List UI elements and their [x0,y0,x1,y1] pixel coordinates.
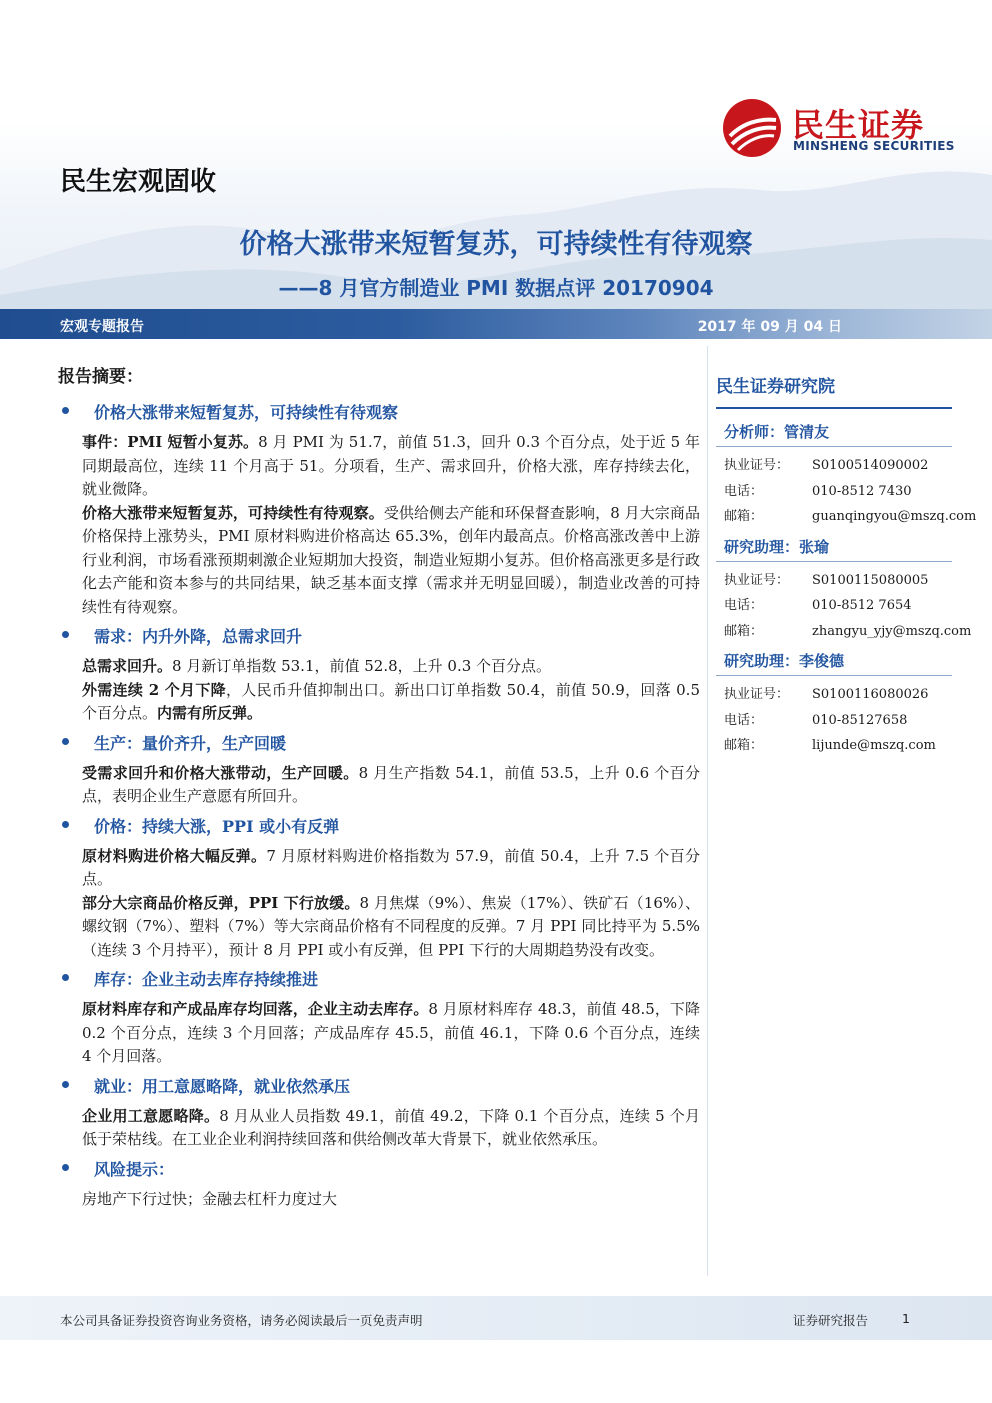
paragraph [82,502,700,620]
footer-doc-type: 证券研究报告 [793,1313,869,1328]
analyst-name: 研究助理：张瑜 [716,534,952,562]
paragraph-body: ，人民币升值抑制出口。新出口订单指数 50.4，前值 50.9，回落 0.5 个百分点。 [82,680,700,722]
paragraph-tail: 内需有所反弹。 [157,704,263,722]
paragraph-lead: 原材料库存和产成品库存均回落，企业主动去库存。 [82,1000,429,1018]
column-divider [707,346,708,1276]
cert-row: 执业证号： S0100115080005 [724,572,929,588]
section-heading [58,401,700,425]
bullet-icon [62,974,69,981]
section-heading [58,625,700,649]
paragraph [82,762,700,809]
phone-row: 电话： 010-8512 7430 [724,483,912,499]
paragraph-lead: 部分大宗商品价格反弹，PPI 下行放缓。 [82,893,360,912]
bullet-icon [62,631,69,638]
analyst-name: 分析师：管清友 [716,419,952,447]
bullet-icon [62,407,69,414]
page-footer [0,1296,992,1340]
paragraph-body: 8 月生产指数 54.1，前值 53.5，上升 0.6 个百分点，表明企业生产意愿有所回升。 [82,763,700,805]
institute-name: 民生证券研究院 [716,372,952,409]
phone-row: 电话： 010-85127658 [724,712,908,728]
section-title: 库存：企业主动去库存持续推进 [94,970,319,989]
logo-text-en: MINSHENG SECURITIES [793,139,955,153]
paragraph [82,1105,700,1152]
section-title: 价格大涨带来短暂复苏，可持续性有待观察 [94,403,399,422]
paragraph [82,998,700,1069]
section-title: 风险提示： [94,1159,175,1179]
minsheng-logo-icon [722,98,782,158]
phone-row: 电话： 010-8512 7654 [724,598,912,613]
paragraph-body: 8 月原材料库存 48.3，前值 48.5，下降 0.2 个百分点，连续 3 个月回落；产成品库存 45.5，前值 46.1，下降 0.6 个百分点，连续 4 个月回落。 [82,1000,700,1065]
section-heading [58,1158,700,1182]
logo-text-cn: 民生证券 [792,106,925,144]
abstract-column [58,362,700,1211]
section-heading [58,968,700,992]
paragraph [82,431,700,502]
analyst-card [716,419,977,530]
paragraph [82,655,700,679]
bullet-icon [62,1081,69,1088]
paragraph-body: 7 月原材料购进价格指数为 57.9，前值 50.4，上升 7.5 个百分点。 [82,846,700,888]
paragraph [82,679,700,726]
email-row: 邮箱： lijunde@mszq.com [716,733,952,759]
page-number: 1 [902,1311,910,1326]
analyst-name: 研究助理：李俊德 [716,648,952,676]
paragraph-body: 8 月焦煤（9%）、焦炭（17%）、铁矿石（16%）、螺纹钢（7%）、塑料（7%）等大宗商品价格有不同程度的反弹。7 月 PPI 同比持平为 5.5%（连续 3 个月持平），预计 8 月 PPI 或小有反弹，但 PPI 下行的大周期趋势没有改变。 [82,893,700,959]
section-heading [58,815,700,839]
paragraph [82,1188,700,1212]
paragraph-lead: 企业用工意愿略降。 [82,1106,220,1125]
section-title: 就业：用工意愿略降，就业依然承压 [94,1076,351,1096]
paragraph-lead: 价格大涨带来短暂复苏，可持续性有待观察。 [82,503,384,522]
paragraph-body: 8 月新订单指数 53.1，前值 52.8，上升 0.3 个百分点。 [172,657,552,675]
report-meta-bar [0,309,992,339]
bullet-icon [62,738,69,745]
report-date: 2017 年 09 月 04 日 [697,319,842,335]
paragraph-lead: 原材料购进价格大幅反弹。 [82,846,267,865]
section-title: 需求：内升外降，总需求回升 [94,627,303,646]
section-title: 生产：量价齐升，生产回暖 [94,733,287,753]
email-row: 邮箱： zhangyu_yjy@mszq.com [716,619,952,645]
report-header [0,0,992,336]
paragraph-body: 受供给侧去产能和环保督查影响，8 月大宗商品价格保持上涨势头，PMI 原材料购进价格高达 65.3%，创年内最高点。价格高涨改善中上游行业利润，市场看涨预期刺激企业短期加大投资，制造业短期小复苏。但价格高涨更多是行政化去产能和资本参与的共同结果，缺乏基本面支撑（需求并无明显回暖），制造业改善的可持续性有待观察。 [82,503,700,616]
analyst-card [716,534,972,645]
cert-row: 执业证号： S0100514090002 [724,458,929,473]
abstract-label: 报告摘要： [58,367,143,387]
analyst-card [716,648,952,759]
report-title: 价格大涨带来短暂复苏，可持续性有待观察 [239,229,753,260]
analyst-sidebar [716,372,977,763]
paragraph-body: 8 月从业人员指数 49.1，前值 49.2，下降 0.1 个百分点，连续 5 个月低于荣枯线。在工业企业利润持续回落和供给侧改革大背景下，就业依然承压。 [82,1106,700,1148]
paragraph [82,892,700,963]
email-row: 邮箱： guanqingyou@mszq.com [716,504,952,530]
brand-title: 民生宏观固收 [60,167,217,197]
section-heading [58,1075,700,1099]
report-type: 宏观专题报告 [60,319,144,335]
paragraph-lead: 总需求回升。 [82,657,173,675]
report-subtitle: ——8 月官方制造业 PMI 数据点评 20170904 [278,276,714,300]
cert-row: 执业证号： S0100116080026 [724,687,929,702]
paragraph-body: 8 月 PMI 为 51.7，前值 51.3，回升 0.3 个百分点，处于近 5 年同期最高位，连续 11 个月高于 51。分项看，生产、需求回升，价格大涨，库存持续去化，就业微降。 [82,433,701,498]
section-heading [58,732,700,756]
email-link[interactable]: zhangyu_yjy@mszq.com [812,623,972,639]
email-link[interactable]: guanqingyou@mszq.com [812,509,977,524]
paragraph [82,845,700,892]
paragraph-body: 房地产下行过快；金融去杠杆力度过大 [82,1189,338,1208]
section-title: 价格：持续大涨，PPI 或小有反弹 [94,816,340,836]
bullet-icon [62,821,69,828]
footer-disclaimer: 本公司具备证券投资咨询业务资格，请务必阅读最后一页免责声明 [60,1313,423,1328]
bullet-icon [62,1164,69,1171]
email-link[interactable]: lijunde@mszq.com [812,738,936,753]
paragraph-lead: 受需求回升和价格大涨带动，生产回暖。 [82,763,359,782]
paragraph-lead: 外需连续 2 个月下降 [82,680,226,699]
paragraph-lead: 事件：PMI 短暂小复苏。 [82,433,259,451]
